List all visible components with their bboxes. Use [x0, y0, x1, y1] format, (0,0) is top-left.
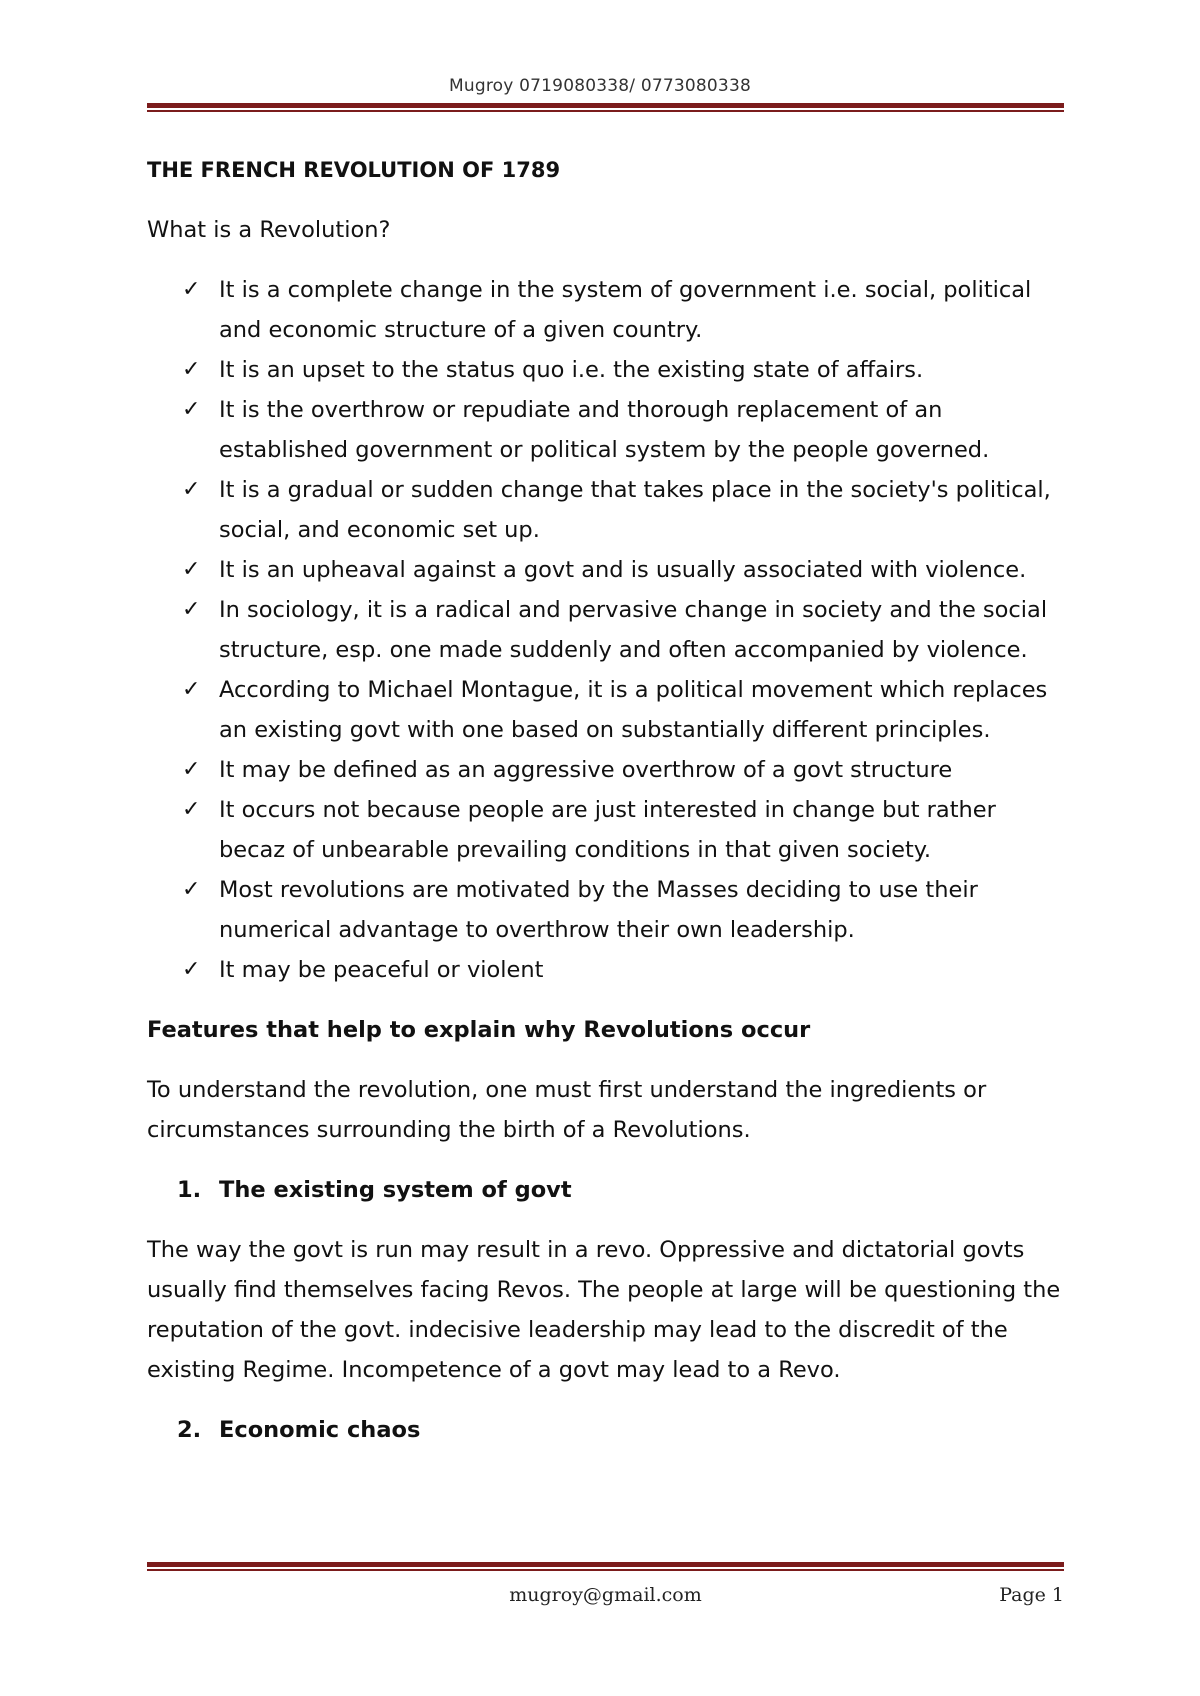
document-body	[147, 150, 1064, 1470]
page-header: Mugroy 0719080338/ 0773080338	[449, 76, 751, 96]
list-item: ✓ It occurs not because people are just interested in change but rather becaz of unbearable prevailing conditions in that given society.	[147, 790, 1064, 870]
footer-email: mugroy@gmail.com	[509, 1584, 702, 1606]
page-footer	[147, 1584, 1064, 1614]
page-number: Page 1	[999, 1584, 1064, 1606]
definition-list	[147, 270, 1064, 990]
check-icon: ✓	[182, 877, 201, 902]
check-icon: ✓	[182, 397, 201, 422]
check-icon: ✓	[182, 557, 201, 582]
check-icon: ✓	[182, 597, 201, 622]
check-icon: ✓	[182, 357, 201, 382]
list-item: ✓ It is a complete change in the system of government i.e. social, political and economic structure of a given country.	[147, 270, 1064, 350]
list-item: ✓ It may be defined as an aggressive overthrow of a govt structure	[147, 750, 1064, 790]
header-rule	[147, 103, 1064, 112]
footer-rule	[147, 1562, 1064, 1571]
list-item: ✓ It is a gradual or sudden change that takes place in the society's political, social, and economic set up.	[147, 470, 1064, 550]
check-icon: ✓	[182, 477, 201, 502]
list-item: ✓ In sociology, it is a radical and pervasive change in society and the social structure, esp. one made suddenly and often accompanied by violence.	[147, 590, 1064, 670]
check-icon: ✓	[182, 677, 201, 702]
list-item: ✓ It may be peaceful or violent	[147, 950, 1064, 990]
check-icon: ✓	[182, 797, 201, 822]
list-item: ✓ It is an upheaval against a govt and is usually associated with violence.	[147, 550, 1064, 590]
list-item: ✓ It is an upset to the status quo i.e. the existing state of affairs.	[147, 350, 1064, 390]
check-icon: ✓	[182, 957, 201, 982]
document-title: THE FRENCH REVOLUTION OF 1789	[147, 158, 561, 182]
features-heading: Features that help to explain why Revolutions occur	[147, 1017, 811, 1043]
list-item: ✓ Most revolutions are motivated by the Masses deciding to use their numerical advantage to overthrow their own leadership.	[147, 870, 1064, 950]
section-1-text: The way the govt is run may result in a revo. Oppressive and dictatorial govts usually find themselves facing Revos. The people at large will be questioning the reputation of the govt. indecisive leadership may lead to the discredit of the existing Regime. Incompetence of a govt may lead to a Revo.	[147, 1237, 1061, 1383]
list-item: ✓ According to Michael Montague, it is a political movement which replaces an existing govt with one based on substantially different principles.	[147, 670, 1064, 750]
features-intro: To understand the revolution, one must first understand the ingredients or circumstances surrounding the birth of a Revolutions.	[147, 1077, 987, 1143]
check-icon: ✓	[182, 757, 201, 782]
check-icon: ✓	[182, 277, 201, 302]
section-heading-2: 2. Economic chaos	[177, 1417, 421, 1443]
section-heading-1: 1. The existing system of govt	[177, 1177, 572, 1203]
list-item: ✓ It is the overthrow or repudiate and thorough replacement of an established government or political system by the people governed.	[147, 390, 1064, 470]
question-text: What is a Revolution?	[147, 217, 391, 243]
